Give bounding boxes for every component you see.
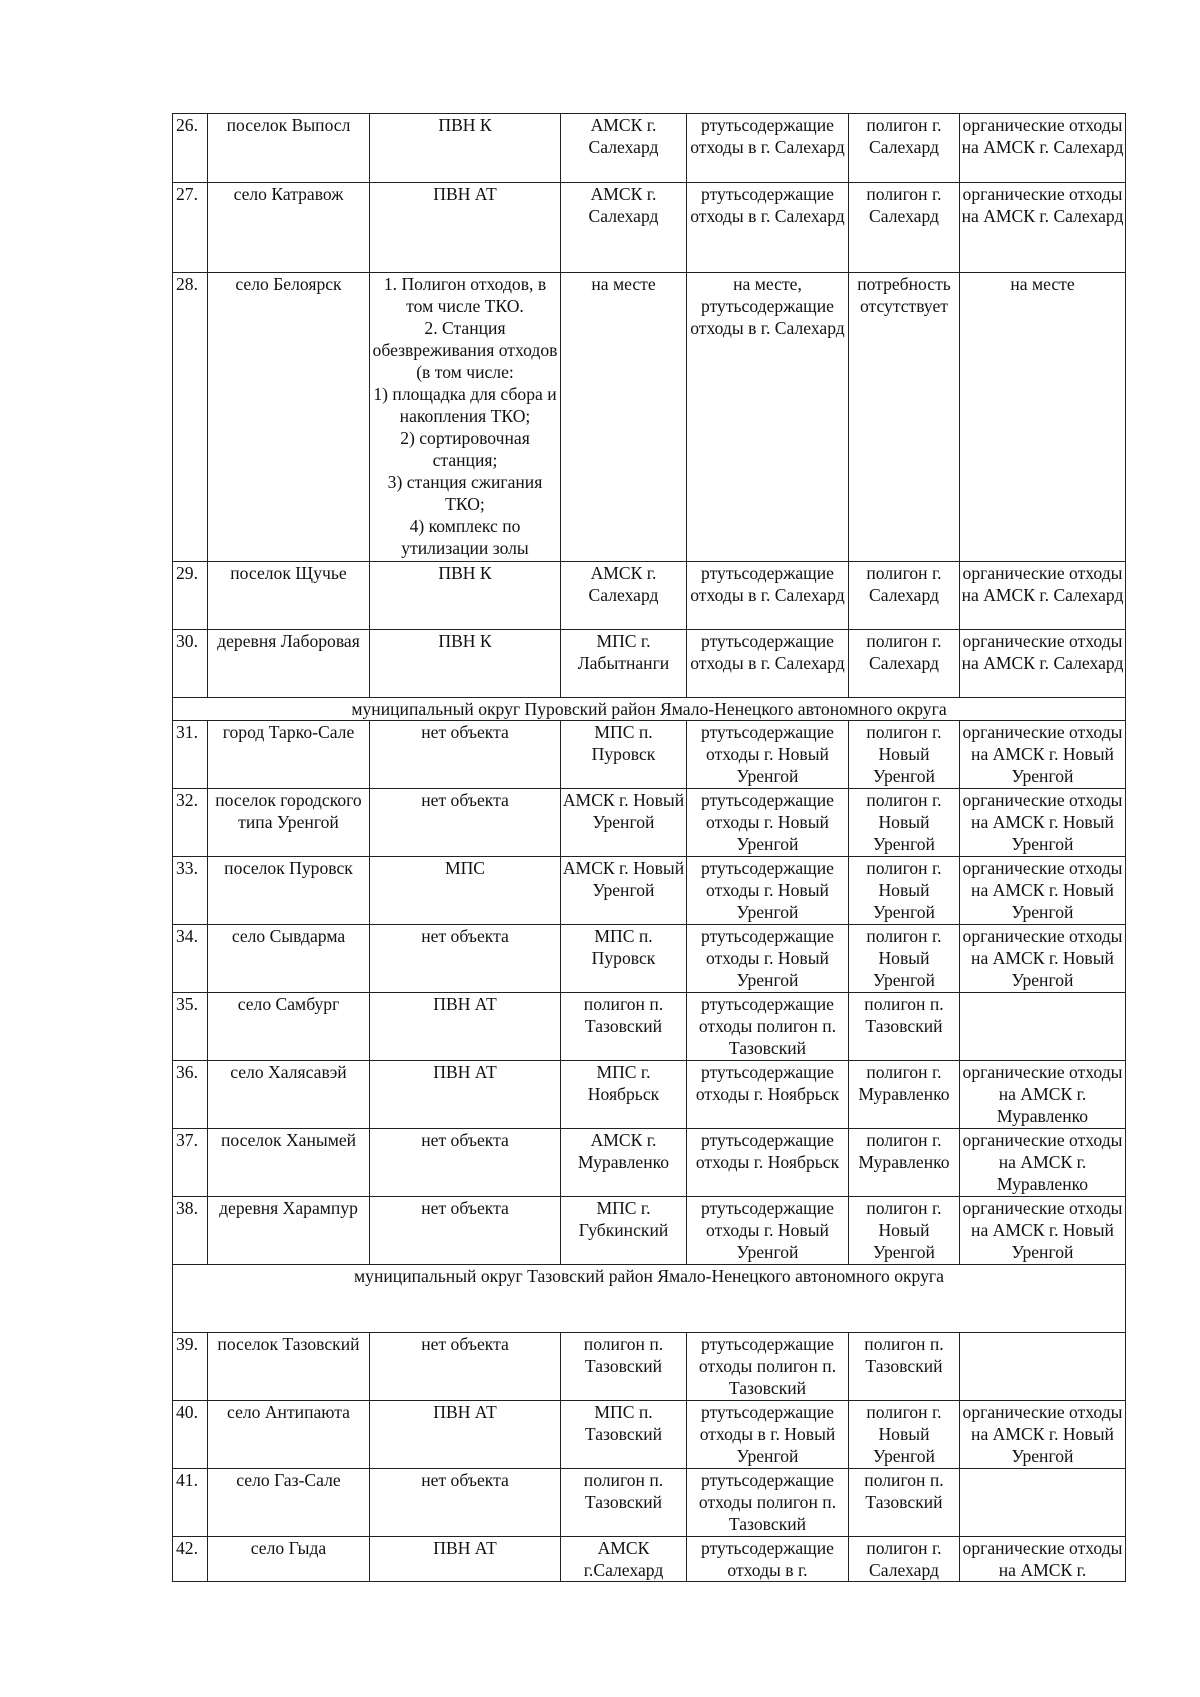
settlement-name: село Халясавэй	[208, 1061, 370, 1129]
section-title: муниципальный округ Пуровский район Ямало-Ненецкого автономного округа	[173, 698, 1126, 721]
row-number: 34.	[173, 925, 208, 993]
table-row	[173, 993, 1126, 1061]
mercury-waste-cell: ртутьсодержащие отходы г. Новый Уренгой	[687, 789, 849, 857]
settlement-name: деревня Харампур	[208, 1197, 370, 1265]
row-number: 33.	[173, 857, 208, 925]
organic-waste-cell: органические отходы на АМСК г. Новый Уренгой	[960, 925, 1126, 993]
row-number: 37.	[173, 1129, 208, 1197]
facility-cell: ПВН АТ	[370, 993, 561, 1061]
landfill-cell: полигон г. Новый Уренгой	[849, 1401, 960, 1469]
processing-site-cell: АМСК г.Салехард	[561, 1537, 687, 1582]
mercury-waste-cell: ртутьсодержащие отходы в г. Салехард	[687, 183, 849, 273]
section-title: муниципальный округ Тазовский район Ямало-Ненецкого автономного округа	[173, 1265, 1126, 1333]
facility-cell: ПВН К	[370, 114, 561, 183]
organic-waste-cell: органические отходы на АМСК г. Муравленко	[960, 1061, 1126, 1129]
mercury-waste-cell: ртутьсодержащие отходы г. Ноябрьск	[687, 1129, 849, 1197]
row-number: 42.	[173, 1537, 208, 1582]
landfill-cell: полигон г. Новый Уренгой	[849, 721, 960, 789]
processing-site-cell: на месте	[561, 273, 687, 562]
landfill-cell: полигон г. Салехард	[849, 114, 960, 183]
settlement-name: село Катравож	[208, 183, 370, 273]
processing-site-cell: МПС г. Губкинский	[561, 1197, 687, 1265]
processing-site-cell: АМСК г. Салехард	[561, 562, 687, 630]
settlement-name: село Гыда	[208, 1537, 370, 1582]
organic-waste-cell: органические отходы на АМСК г. Салехард	[960, 562, 1126, 630]
landfill-cell: полигон г. Новый Уренгой	[849, 789, 960, 857]
landfill-cell: полигон п. Тазовский	[849, 1333, 960, 1401]
processing-site-cell: АМСК г. Новый Уренгой	[561, 857, 687, 925]
processing-site-cell: МПС п. Пуровск	[561, 925, 687, 993]
processing-site-cell: полигон п. Тазовский	[561, 993, 687, 1061]
row-number: 32.	[173, 789, 208, 857]
processing-site-cell: МПС г. Лабытнанги	[561, 630, 687, 698]
organic-waste-cell: на месте	[960, 273, 1126, 562]
facility-cell: нет объекта	[370, 1469, 561, 1537]
organic-waste-cell: органические отходы на АМСК г. Муравленко	[960, 1129, 1126, 1197]
row-number: 41.	[173, 1469, 208, 1537]
landfill-cell: полигон г. Муравленко	[849, 1129, 960, 1197]
facility-cell: нет объекта	[370, 721, 561, 789]
row-number: 26.	[173, 114, 208, 183]
settlement-name: поселок Пуровск	[208, 857, 370, 925]
landfill-cell: полигон г. Салехард	[849, 1537, 960, 1582]
facility-cell: нет объекта	[370, 1129, 561, 1197]
mercury-waste-cell: на месте, ртутьсодержащие отходы в г. Салехард	[687, 273, 849, 562]
mercury-waste-cell: ртутьсодержащие отходы полигон п. Тазовский	[687, 1469, 849, 1537]
settlement-name: поселок Щучье	[208, 562, 370, 630]
mercury-waste-cell: ртутьсодержащие отходы в г. Салехард	[687, 630, 849, 698]
organic-waste-cell: органические отходы на АМСК г. Новый Уренгой	[960, 721, 1126, 789]
row-number: 40.	[173, 1401, 208, 1469]
facility-cell: нет объекта	[370, 1197, 561, 1265]
table-row	[173, 1537, 1126, 1582]
facility-cell: нет объекта	[370, 789, 561, 857]
mercury-waste-cell: ртутьсодержащие отходы в г. Новый Уренгой	[687, 1401, 849, 1469]
processing-site-cell: АМСК г. Салехард	[561, 114, 687, 183]
mercury-waste-cell: ртутьсодержащие отходы г. Новый Уренгой	[687, 1197, 849, 1265]
table-row	[173, 1333, 1126, 1401]
row-number: 31.	[173, 721, 208, 789]
table-row	[173, 721, 1126, 789]
settlement-name: поселок Выпосл	[208, 114, 370, 183]
table-row	[173, 1197, 1126, 1265]
mercury-waste-cell: ртутьсодержащие отходы в г. Салехард	[687, 114, 849, 183]
settlement-name: поселок городского типа Уренгой	[208, 789, 370, 857]
organic-waste-cell: органические отходы на АМСК г. Новый Уренгой	[960, 857, 1126, 925]
mercury-waste-cell: ртутьсодержащие отходы полигон п. Тазовский	[687, 993, 849, 1061]
mercury-waste-cell: ртутьсодержащие отходы г. Ноябрьск	[687, 1061, 849, 1129]
organic-waste-cell: органические отходы на АМСК г. Новый Уренгой	[960, 1401, 1126, 1469]
facility-cell: ПВН К	[370, 562, 561, 630]
organic-waste-cell: органические отходы на АМСК г. Новый Уренгой	[960, 789, 1126, 857]
settlement-name: село Антипаюта	[208, 1401, 370, 1469]
table-row	[173, 1469, 1126, 1537]
organic-waste-cell: органические отходы на АМСК г. Новый Уренгой	[960, 1197, 1126, 1265]
processing-site-cell: МПС п. Пуровск	[561, 721, 687, 789]
landfill-cell: полигон г. Салехард	[849, 183, 960, 273]
landfill-cell: полигон г. Новый Уренгой	[849, 1197, 960, 1265]
settlement-name: село Белоярск	[208, 273, 370, 562]
facility-cell: нет объекта	[370, 925, 561, 993]
landfill-cell: полигон п. Тазовский	[849, 993, 960, 1061]
processing-site-cell: МПС г. Ноябрьск	[561, 1061, 687, 1129]
mercury-waste-cell: ртутьсодержащие отходы полигон п. Тазовский	[687, 1333, 849, 1401]
row-number: 36.	[173, 1061, 208, 1129]
processing-site-cell: АМСК г. Салехард	[561, 183, 687, 273]
table-row	[173, 1401, 1126, 1469]
row-number: 29.	[173, 562, 208, 630]
landfill-cell: полигон г. Салехард	[849, 562, 960, 630]
landfill-cell: полигон г. Новый Уренгой	[849, 925, 960, 993]
facility-cell: ПВН АТ	[370, 183, 561, 273]
facility-cell: ПВН К	[370, 630, 561, 698]
settlement-name: село Сывдарма	[208, 925, 370, 993]
settlement-name: деревня Лаборовая	[208, 630, 370, 698]
table-row	[173, 114, 1126, 183]
section-header-row	[173, 698, 1126, 721]
organic-waste-cell	[960, 1333, 1126, 1401]
waste-facilities-table	[172, 113, 1126, 1582]
organic-waste-cell	[960, 993, 1126, 1061]
processing-site-cell: полигон п. Тазовский	[561, 1469, 687, 1537]
organic-waste-cell: органические отходы на АМСК г.	[960, 1537, 1126, 1582]
facility-cell: 1. Полигон отходов, в том числе ТКО. 2. Станция обезвреживания отходов (в том числе: 1) площадка для сбора и накопления ТКО; 2) сортировочная станция; 3) станция сжигания ТКО; 4) комплекс по утилизации золы	[370, 273, 561, 562]
table-row	[173, 630, 1126, 698]
settlement-name: село Газ-Сале	[208, 1469, 370, 1537]
section-header-row	[173, 1265, 1126, 1333]
row-number: 39.	[173, 1333, 208, 1401]
landfill-cell: полигон г. Муравленко	[849, 1061, 960, 1129]
table-row	[173, 1061, 1126, 1129]
row-number: 27.	[173, 183, 208, 273]
landfill-cell: полигон п. Тазовский	[849, 1469, 960, 1537]
organic-waste-cell: органические отходы на АМСК г. Салехард	[960, 114, 1126, 183]
processing-site-cell: АМСК г. Муравленко	[561, 1129, 687, 1197]
settlement-name: поселок Тазовский	[208, 1333, 370, 1401]
organic-waste-cell: органические отходы на АМСК г. Салехард	[960, 183, 1126, 273]
processing-site-cell: полигон п. Тазовский	[561, 1333, 687, 1401]
mercury-waste-cell: ртутьсодержащие отходы г. Новый Уренгой	[687, 857, 849, 925]
facility-cell: ПВН АТ	[370, 1401, 561, 1469]
facility-cell: ПВН АТ	[370, 1061, 561, 1129]
mercury-waste-cell: ртутьсодержащие отходы в г. Салехард	[687, 562, 849, 630]
facility-cell: МПС	[370, 857, 561, 925]
landfill-cell: потребность отсутствует	[849, 273, 960, 562]
settlement-name: поселок Ханымей	[208, 1129, 370, 1197]
table-row	[173, 273, 1126, 562]
processing-site-cell: АМСК г. Новый Уренгой	[561, 789, 687, 857]
organic-waste-cell	[960, 1469, 1126, 1537]
facility-cell: нет объекта	[370, 1333, 561, 1401]
table-row	[173, 789, 1126, 857]
landfill-cell: полигон г. Новый Уренгой	[849, 857, 960, 925]
landfill-cell: полигон г. Салехард	[849, 630, 960, 698]
table-row	[173, 925, 1126, 993]
row-number: 28.	[173, 273, 208, 562]
table-row	[173, 183, 1126, 273]
table-row	[173, 562, 1126, 630]
row-number: 38.	[173, 1197, 208, 1265]
row-number: 30.	[173, 630, 208, 698]
table-row	[173, 857, 1126, 925]
organic-waste-cell: органические отходы на АМСК г. Салехард	[960, 630, 1126, 698]
mercury-waste-cell: ртутьсодержащие отходы в г.	[687, 1537, 849, 1582]
settlement-name: село Самбург	[208, 993, 370, 1061]
facility-cell: ПВН АТ	[370, 1537, 561, 1582]
settlement-name: город Тарко-Сале	[208, 721, 370, 789]
table-row	[173, 1129, 1126, 1197]
mercury-waste-cell: ртутьсодержащие отходы г. Новый Уренгой	[687, 721, 849, 789]
mercury-waste-cell: ртутьсодержащие отходы г. Новый Уренгой	[687, 925, 849, 993]
row-number: 35.	[173, 993, 208, 1061]
processing-site-cell: МПС п. Тазовский	[561, 1401, 687, 1469]
